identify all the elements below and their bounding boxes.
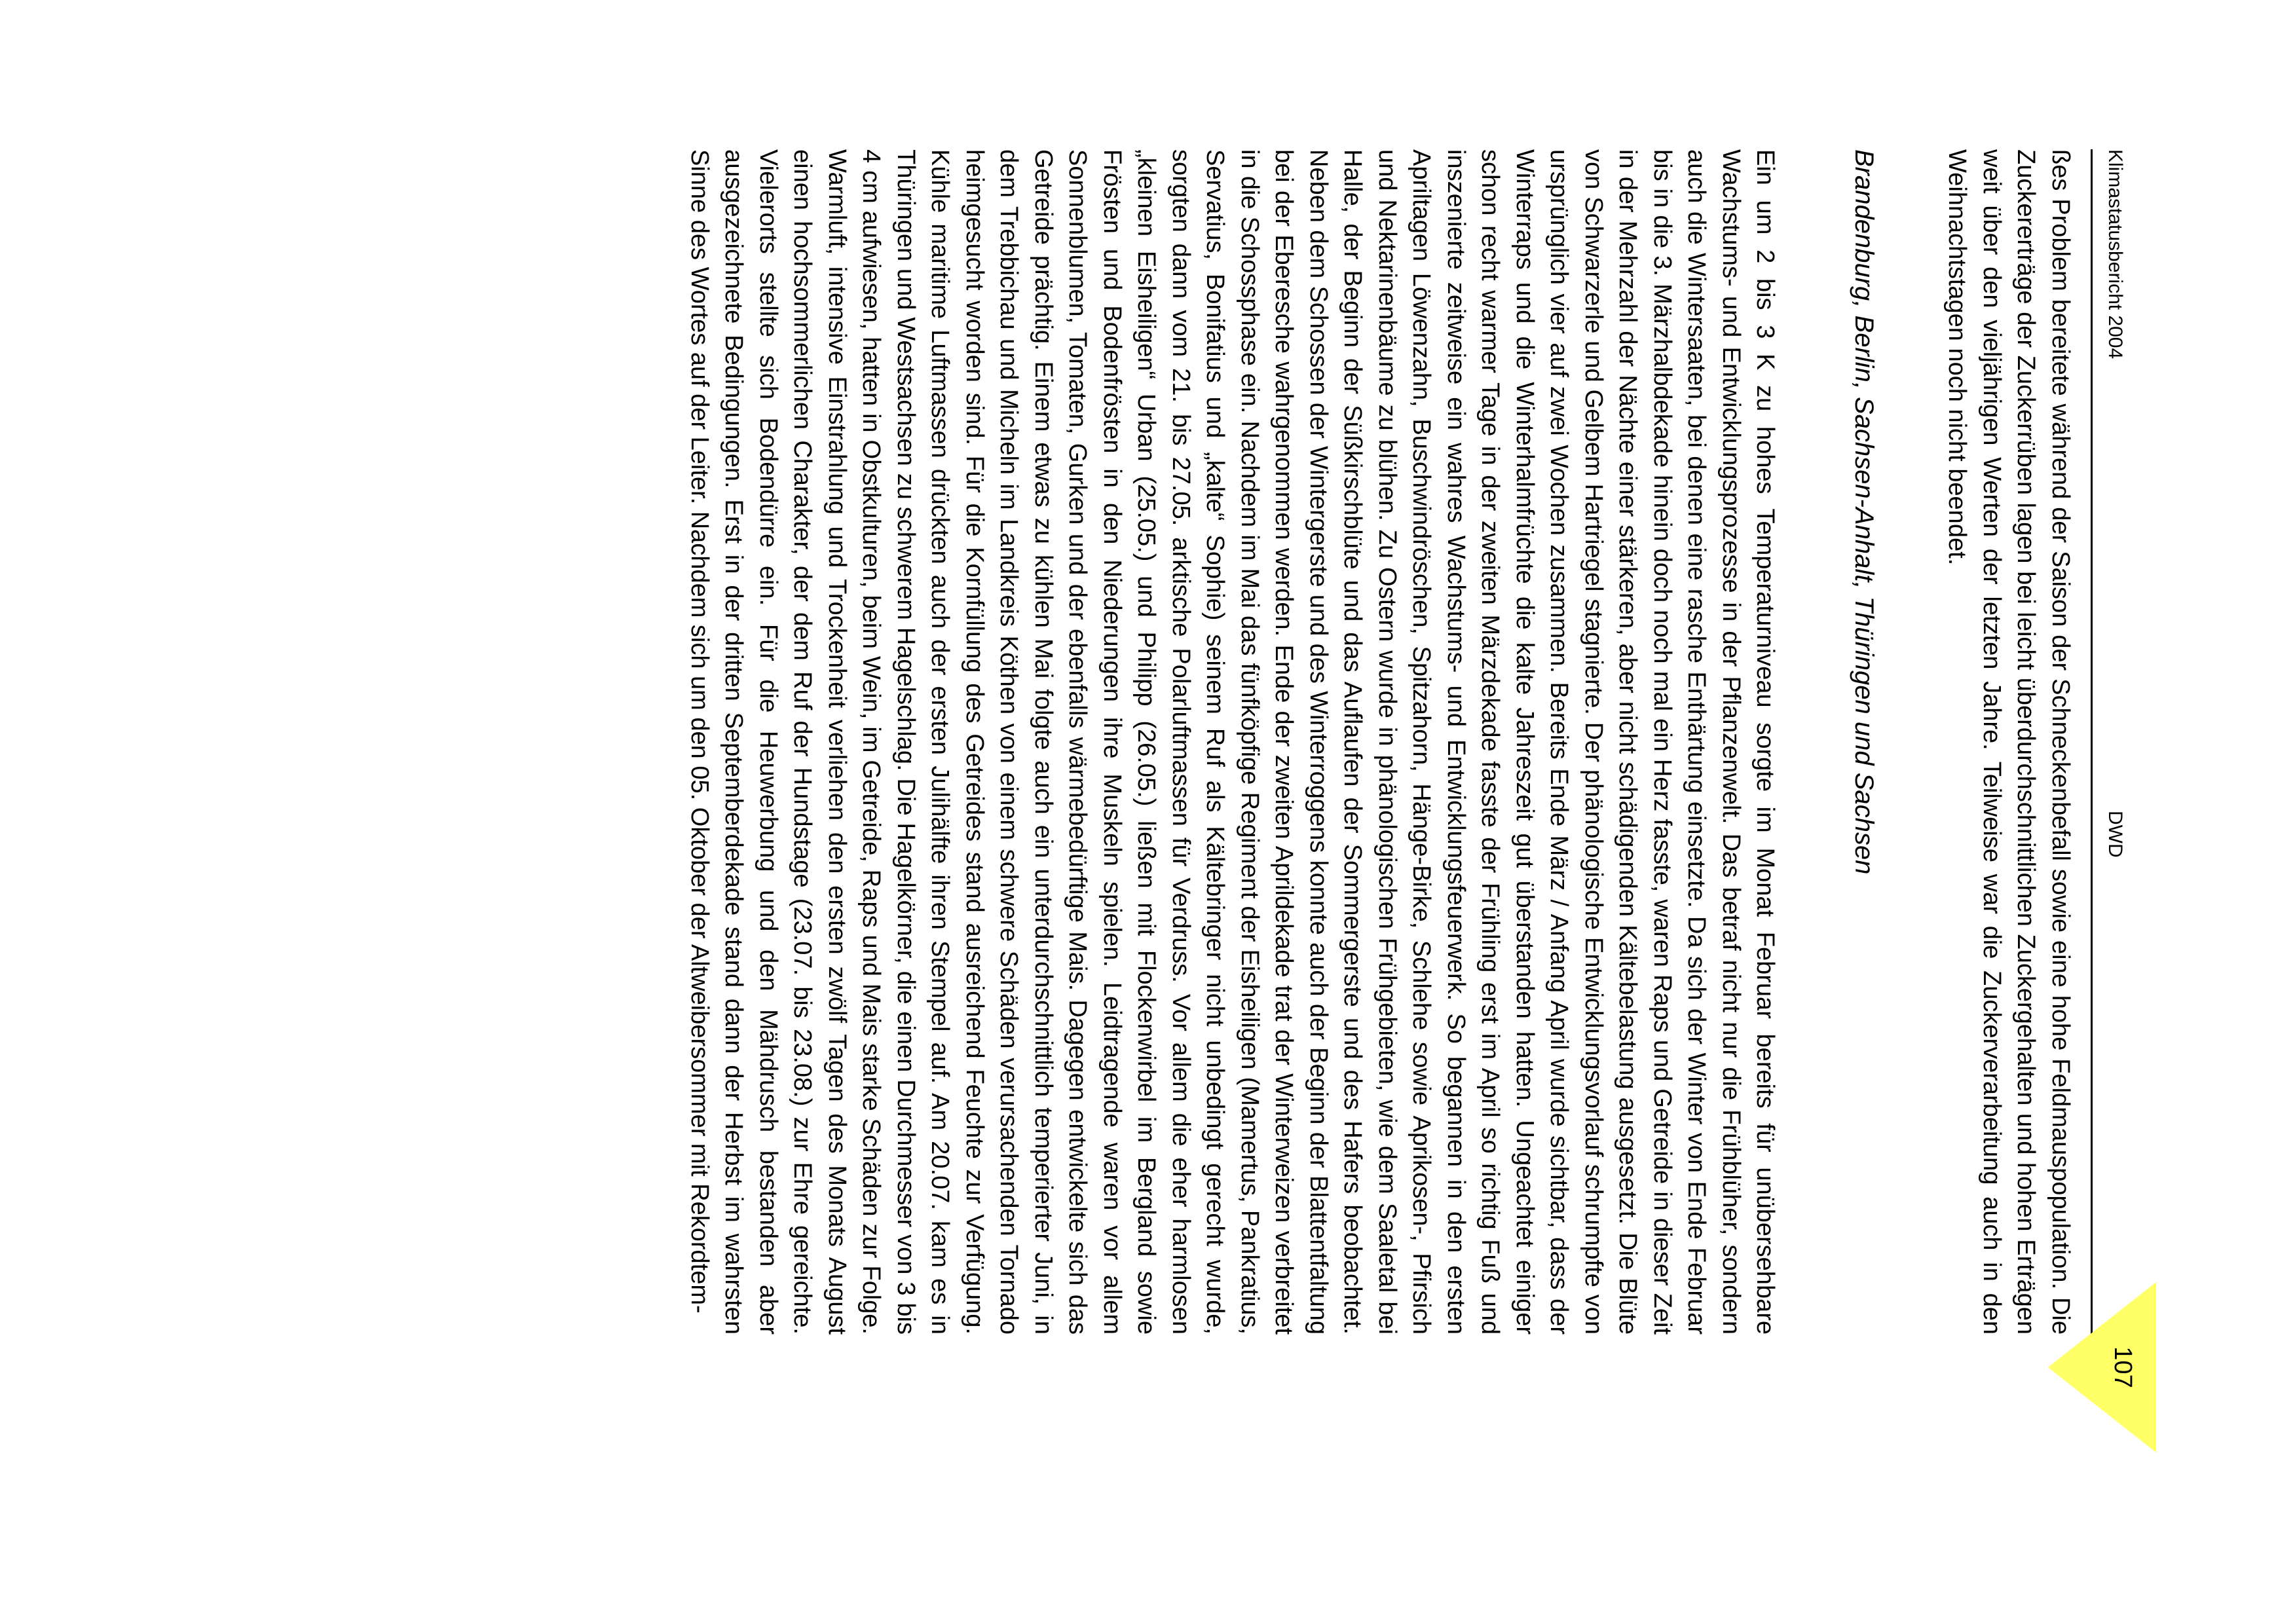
document-body [682, 149, 2078, 1335]
report-title: Klimastatusbericht 2004 [2104, 149, 2126, 360]
page-header [2091, 149, 2156, 1475]
intro-paragraph: ßes Problem bereitete während der Saison der Schneckenbefall sowie eine hohe Feldmauspopulation. Die Zuckererträge der Zuckerrüben lagen bei leicht überdurchschnittlichen Zuckergehalten und hohen Erträgen weit über den vieljährigen Werten der letzten Jahre. Teilweise war die Zuckerverarbeitung auch in den Weihnachtstagen noch nicht beendet. [1943, 149, 2074, 1335]
header-rule [2091, 149, 2093, 1335]
organization-name: DWD [2104, 811, 2126, 858]
page-number: 107 [2109, 1346, 2136, 1388]
section-paragraph: Ein um 2 bis 3 K zu hohes Temperaturniveau sorgte im Monat Februar bereits für unübersehbare Wachstums- und Entwicklungsprozesse in der Pflanzenwelt. Das betraf nicht nur die Frühblüher, sondern auch die Wintersaaten, bei denen eine rasche Enthärtung einsetzte. Da sich der Winter von Ende Februar bis in die 3. Märzhalbdekade hinein doch noch mal ein Herz fasste, waren Raps und Getreide in dieser Zeit in der Mehrzahl der Nächte einer stärkeren, aber nicht schädigenden Kältebelastung ausgesetzt. Die Blüte von Schwarzerle und Gelbem Hartriegel stagnierte. Der phänologische Entwicklungsvorlauf schrumpfte von ursprünglich vier auf zwei Wochen zusammen. Bereits Ende März / Anfang April wurde sichtbar, dass der Winterraps und die Winterhalmfrüchte die kalte Jahreszeit gut überstanden hatten. Ungeachtet einiger schon recht warmer Tage in der zweiten Märzdekade fasste der Frühling erst im April so richtig Fuß und inszenierte zeitweise ein wahres Wachstums- und Entwicklungsfeuerwerk. So begannen in den ersten Apriltagen Löwenzahn, Buschwindröschen, Spitzahorn, Hänge-Birke, Schlehe sowie Aprikosen-, Pfirsich und Nektarinenbäume zu blühen. Zu Ostern wurde in phänologischen Frühgebieten, wie dem Saaletal bei Halle, der Beginn der Süßkirschblüte und das Auflaufen der Sommergerste und des Hafers beobachtet. Neben dem Schossen der Wintergerste und des Winterroggens konnte auch der Beginn der Blattentfaltung bei der Eberesche wahrgenommen werden. Ende der zweiten Aprildekade trat der Winterweizen verbreitet in die Schossphase ein. Nachdem im Mai das fünfköpfige Regiment der Eisheiligen (Mamertus, Pankratius, Servatius, Bonifatius und „kalte“ Sophie) seinem Ruf als Kältebringer nicht unbedingt gerecht wurde, sorgten dann vom 21. bis 27.05. arktische Polarluftmassen für Verdruss. Vor allem die eher harmlosen „kleinen Eisheiligen“ Urban (25.05.) und Philipp (26.05.) ließen mit Flockenwirbel im Bergland sowie Frösten und Bodenfrösten in den Niederungen ihre Muskeln spielen. Leidtragende waren vor allem Sonnenblumen, Tomaten, Gurken und der ebenfalls wärmebedürftige Mais. Dagegen entwickelte sich das Getreide prächtig. Einem etwas zu kühlen Mai folgte auch ein unterdurchschnittlich temperierter Juni, in dem Trebbichau und Micheln im Landkreis Köthen von einem schwere Schäden verursachenden Tornado heimgesucht worden sind. Für die Kornfüllung des Getreides stand ausreichend Feuchte zur Verfügung. Kühle maritime Luftmassen drückten auch der ersten Julihälfte ihren Stempel auf. Am 20.07. kam es in Thüringen und Westsachsen zu schwerem Hagelschlag. Die Hagelkörner, die einen Durchmesser von 3 bis 4 cm aufwiesen, hatten in Obstkulturen, beim Wein, im Getreide, Raps und Mais starke Schäden zur Folge. Warmluft, intensive Einstrahlung und Trockenheit verliehen den ersten zwölf Tagen des Monats August einen hochsommerlichen Charakter, der dem Ruf der Hundstage (23.07. bis 23.08.) zur Ehre gereichte. Vielerorts stellte sich Bodendürre ein. Für die Heuwerbung und den Mähdrusch bestanden aber ausgezeichnete Bedingungen. Erst in der dritten Septemberdekade stand dann der Herbst im wahrsten Sinne des Wortes auf der Leiter. Nachdem sich um den 05. Oktober der Altweibersommer mit Rekordtem- [686, 149, 1780, 1335]
section-heading: Brandenburg, Berlin, Sachsen-Anhalt, Thüringen und Sachsen [1850, 149, 1878, 875]
